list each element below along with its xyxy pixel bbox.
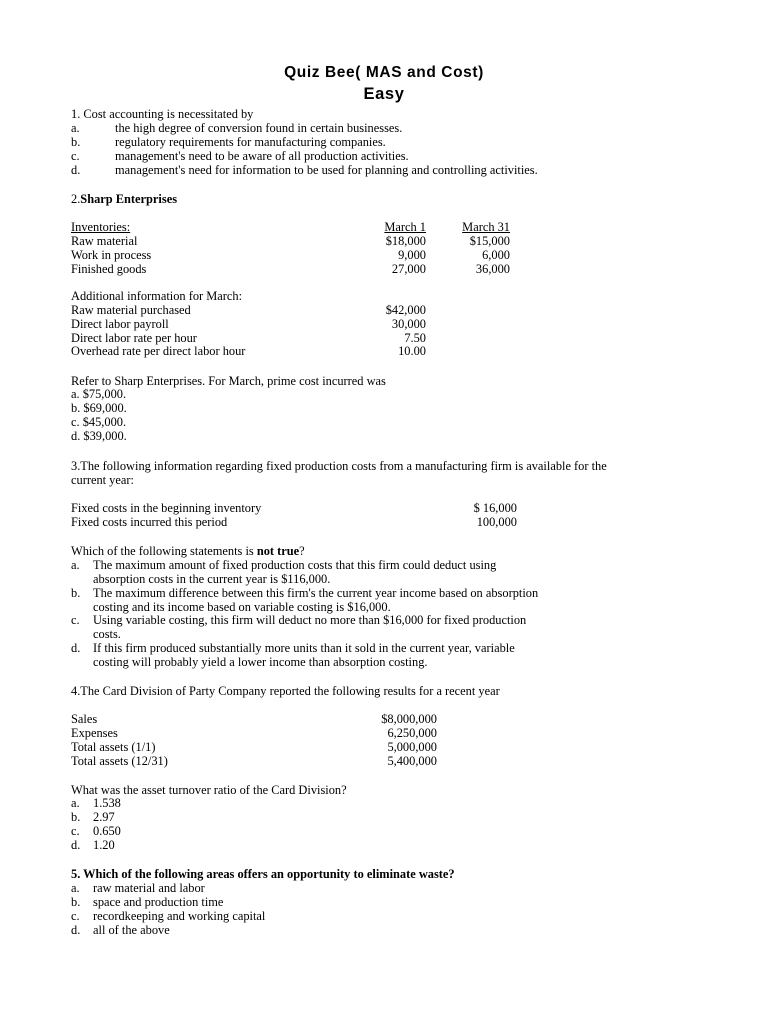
q4-option-letter: c. [71, 824, 80, 838]
q1-stem: 1. Cost accounting is necessitated by [71, 107, 254, 121]
q2-option: d. $39,000. [71, 429, 127, 443]
q4-option-letter: b. [71, 810, 81, 824]
q1-option-letter: c. [71, 149, 80, 163]
q5-option-text: raw material and labor [93, 881, 205, 895]
q4-row-value: 5,400,000 [387, 754, 437, 768]
additional-value: 7.50 [404, 331, 426, 345]
q2-heading [71, 193, 177, 207]
q2-option: b. $69,000. [71, 401, 127, 415]
q5-option-letter: a. [71, 881, 80, 895]
q1-option-text: regulatory requirements for manufacturing companies. [115, 135, 386, 149]
q2-number: 2. [71, 192, 81, 206]
q1-option-text: management's need for information to be used for planning and controlling activities. [115, 163, 538, 177]
inventory-march31: 6,000 [482, 248, 510, 262]
q2-option: a. $75,000. [71, 387, 127, 401]
q3-option-letter: d. [71, 641, 81, 655]
q3-row-value: $ 16,000 [473, 501, 517, 515]
q3-question [71, 545, 305, 559]
q4-option-text: 1.538 [93, 796, 121, 810]
inventory-label: Work in process [71, 248, 152, 262]
q5-stem: 5. Which of the following areas offers an opportunity to eliminate waste? [71, 867, 455, 881]
q1-option-letter: b. [71, 135, 81, 149]
q3-row-label: Fixed costs in the beginning inventory [71, 501, 262, 515]
q4-row-value: 5,000,000 [387, 740, 437, 754]
q5-option-text: all of the above [93, 923, 170, 937]
q3-option-line1: The maximum amount of fixed production costs that this firm could deduct using [93, 558, 497, 572]
q5-option-letter: d. [71, 923, 81, 937]
q1-option-text: management's need to be aware of all production activities. [115, 149, 409, 163]
q3-option-letter: b. [71, 586, 81, 600]
q2-option: c. $45,000. [71, 415, 127, 429]
inventories-header: Inventories: [71, 220, 131, 234]
q3-stem-line2: current year: [71, 473, 134, 487]
march31-header: March 31 [462, 220, 510, 234]
q3-option-letter: a. [71, 558, 80, 572]
additional-value: 30,000 [391, 317, 426, 331]
q2-company: Sharp Enterprises [80, 192, 178, 206]
q4-row-label: Sales [71, 712, 98, 726]
additional-label: Overhead rate per direct labor hour [71, 344, 246, 358]
q3-question-emphasis: not true [256, 544, 300, 558]
q4-row-label: Total assets (12/31) [71, 754, 168, 768]
q3-option-line2: costing will probably yield a lower income than absorption costing. [93, 655, 428, 669]
q4-row-label: Total assets (1/1) [71, 740, 156, 754]
inventory-march31: $15,000 [469, 234, 510, 248]
additional-label: Direct labor rate per hour [71, 331, 197, 345]
q4-question: What was the asset turnover ratio of the Card Division? [71, 783, 347, 797]
q4-option-text: 1.20 [93, 838, 115, 852]
q1-option-letter: a. [71, 121, 80, 135]
additional-header: Additional information for March: [71, 289, 243, 303]
inventory-label: Raw material [71, 234, 138, 248]
q3-option-line1: Using variable costing, this firm will deduct no more than $16,000 for fixed production [93, 613, 527, 627]
inventory-march1: $18,000 [385, 234, 426, 248]
q3-stem-line1: 3.The following information regarding fixed production costs from a manufacturing firm is available for the [71, 459, 607, 473]
q5-option-letter: c. [71, 909, 80, 923]
q1-option-letter: d. [71, 163, 81, 177]
inventory-march1: 27,000 [391, 262, 426, 276]
additional-value: $42,000 [385, 303, 426, 317]
q3-option-line2: costs. [93, 627, 121, 641]
q2-question: Refer to Sharp Enterprises. For March, prime cost incurred was [71, 374, 386, 388]
q3-option-line2: costing and its income based on variable costing is $16,000. [93, 600, 391, 614]
q4-option-text: 2.97 [93, 810, 115, 824]
q3-option-line2: absorption costs in the current year is $116,000. [93, 572, 331, 586]
q4-stem: 4.The Card Division of Party Company reported the following results for a recent year [71, 684, 500, 698]
q4-option-text: 0.650 [93, 824, 121, 838]
inventory-march1: 9,000 [398, 248, 426, 262]
q3-option-line1: The maximum difference between this firm's the current year income based on absorption [93, 586, 539, 600]
q3-row-value: 100,000 [476, 515, 517, 529]
q4-row-value: $8,000,000 [381, 712, 437, 726]
additional-label: Direct labor payroll [71, 317, 169, 331]
q5-option-text: recordkeeping and working capital [93, 909, 266, 923]
q5-option-letter: b. [71, 895, 81, 909]
q3-row-label: Fixed costs incurred this period [71, 515, 228, 529]
q3-option-letter: c. [71, 613, 80, 627]
q3-question-text: Which of the following statements is [71, 544, 257, 558]
difficulty-title: Easy [363, 85, 405, 103]
inventory-label: Finished goods [71, 262, 147, 276]
q3-question-mark: ? [299, 544, 305, 558]
q1-option-text: the high degree of conversion found in certain businesses. [115, 121, 403, 135]
q4-row-value: 6,250,000 [387, 726, 437, 740]
q3-option-line1: If this firm produced substantially more units than it sold in the current year, variable [93, 641, 515, 655]
march1-header: March 1 [384, 220, 426, 234]
q4-option-letter: d. [71, 838, 81, 852]
inventory-march31: 36,000 [475, 262, 510, 276]
q5-option-text: space and production time [93, 895, 224, 909]
quiz-title: Quiz Bee( MAS and Cost) [284, 64, 484, 81]
additional-value: 10.00 [398, 344, 426, 358]
q4-row-label: Expenses [71, 726, 118, 740]
additional-label: Raw material purchased [71, 303, 191, 317]
q4-option-letter: a. [71, 796, 80, 810]
